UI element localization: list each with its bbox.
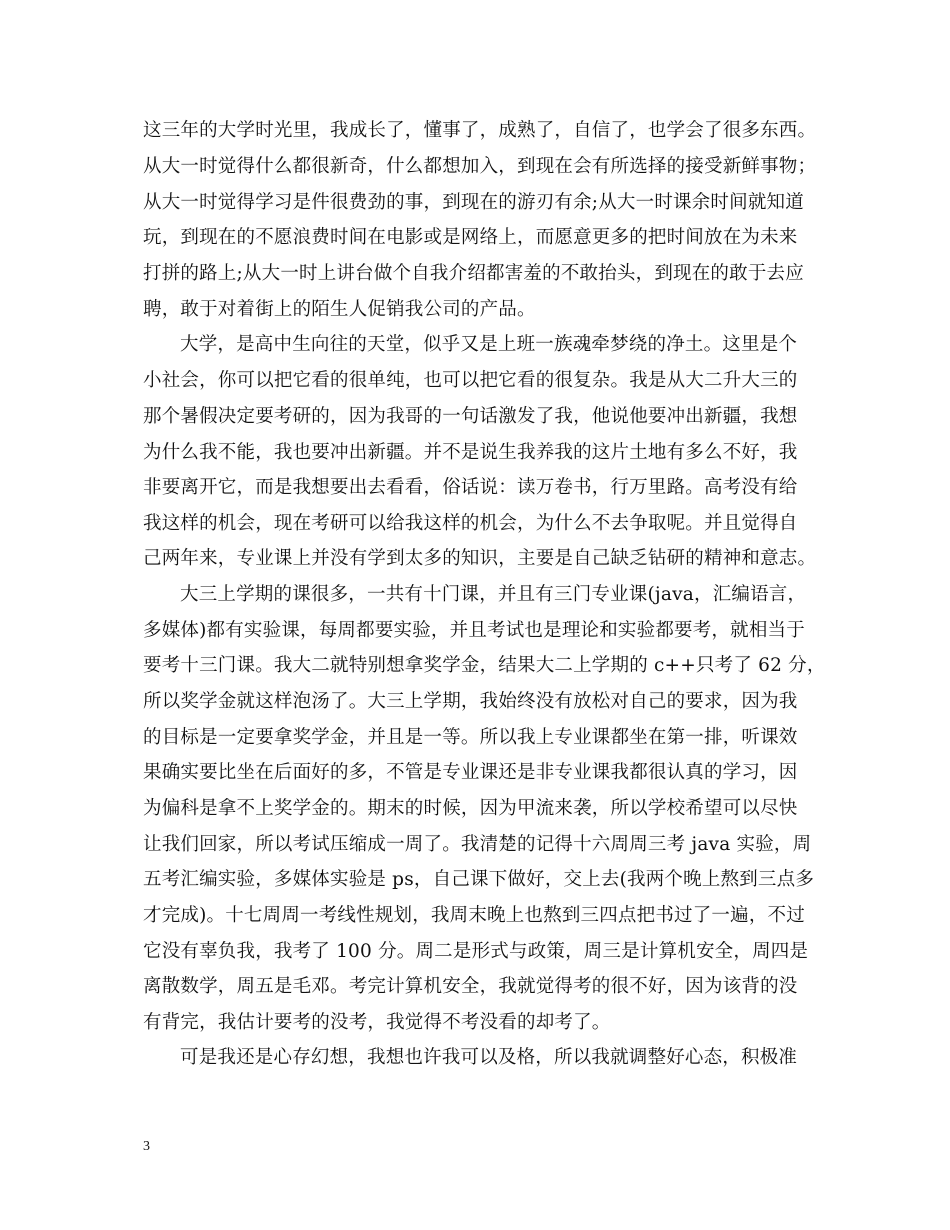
text-line: 才完成)。十七周周一考线性规划，我周末晚上也熬到三四点把书过了一遍，不过 xyxy=(143,905,805,926)
text-line: 为什么我不能，我也要冲出新疆。并不是说生我养我的这片土地有多么不好，我 xyxy=(143,442,798,463)
text-line: 五考汇编实验，多媒体实验是 ps，自己课下做好，交上去(我两个晚上熬到三点多 xyxy=(143,869,815,890)
text-line: 从大一时觉得什么都很新奇，什么都想加入，到现在会有所选择的接受新鲜事物； xyxy=(143,156,817,177)
text-line: 多媒体)都有实验课，每周都要实验，并且考试也是理论和实验都要考，就相当于 xyxy=(143,620,805,641)
text-line: 打拼的路上;从大一时上讲台做个自我介绍都害羞的不敢抬头，到现在的敢于去应 xyxy=(143,263,804,284)
text-line: 有背完，我估计要考的没考，我觉得不考没看的却考了。 xyxy=(143,1012,611,1033)
page-number: 3 xyxy=(143,1139,150,1154)
text-line: 要考十三门课。我大二就特别想拿奖学金，结果大二上学期的 c++只考了 62 分， xyxy=(143,655,826,676)
text-line: 我这样的机会，现在考研可以给我这样的机会，为什么不去争取呢。并且觉得自 xyxy=(143,513,798,534)
text-line: 它没有辜负我，我考了 100 分。周二是形式与政策，周三是计算机安全，周四是 xyxy=(143,941,809,962)
text-line: 玩，到现在的不愿浪费时间在电影或是网络上，而愿意更多的把时间放在为未来 xyxy=(143,227,798,248)
text-line: 这三年的大学时光里，我成长了，懂事了，成熟了，自信了，也学会了很多东西。 xyxy=(143,120,817,141)
text-line: 果确实要比坐在后面好的多，不管是专业课还是非专业课我都很认真的学习，因 xyxy=(143,762,798,783)
text-line: 的目标是一定要拿奖学金，并且是一等。所以我上专业课都坐在第一排，听课效 xyxy=(143,727,798,748)
text-line: 所以奖学金就这样泡汤了。大三上学期，我始终没有放松对自己的要求，因为我 xyxy=(143,691,798,712)
text-line: 让我们回家，所以考试压缩成一周了。我清楚的记得十六周周三考 java 实验，周 xyxy=(143,834,812,855)
text-line: 从大一时觉得学习是件很费劲的事，到现在的游刃有余;从大一时课余时间就知道 xyxy=(143,192,804,213)
paragraph-first-line: 大三上学期的课很多，一共有十门课，并且有三门专业课(java，汇编语言， xyxy=(180,584,807,605)
text-line: 聘，敢于对着街上的陌生人促销我公司的产品。 xyxy=(143,299,536,320)
paragraph-first-line: 可是我还是心存幻想，我想也许我可以及格，所以我就调整好心态，积极准 xyxy=(180,1047,798,1068)
text-line: 己两年来，专业课上并没有学到太多的知识，主要是自己缺乏钻研的精神和意志。 xyxy=(143,548,817,569)
text-line: 为偏科是拿不上奖学金的。期末的时候，因为甲流来袭，所以学校希望可以尽快 xyxy=(143,798,798,819)
text-line: 非要离开它，而是我想要出去看看，俗话说：读万卷书，行万里路。高考没有给 xyxy=(143,477,798,498)
text-line: 离散数学，周五是毛邓。考完计算机安全，我就觉得考的很不好，因为该背的没 xyxy=(143,976,798,997)
text-line: 小社会，你可以把它看的很单纯，也可以把它看的很复杂。我是从大二升大三的 xyxy=(143,370,798,391)
text-line: 那个暑假决定要考研的，因为我哥的一句话激发了我，他说他要冲出新疆，我想 xyxy=(143,406,798,427)
paragraph-first-line: 大学，是高中生向往的天堂，似乎又是上班一族魂牵梦绕的净土。这里是个 xyxy=(180,334,798,355)
